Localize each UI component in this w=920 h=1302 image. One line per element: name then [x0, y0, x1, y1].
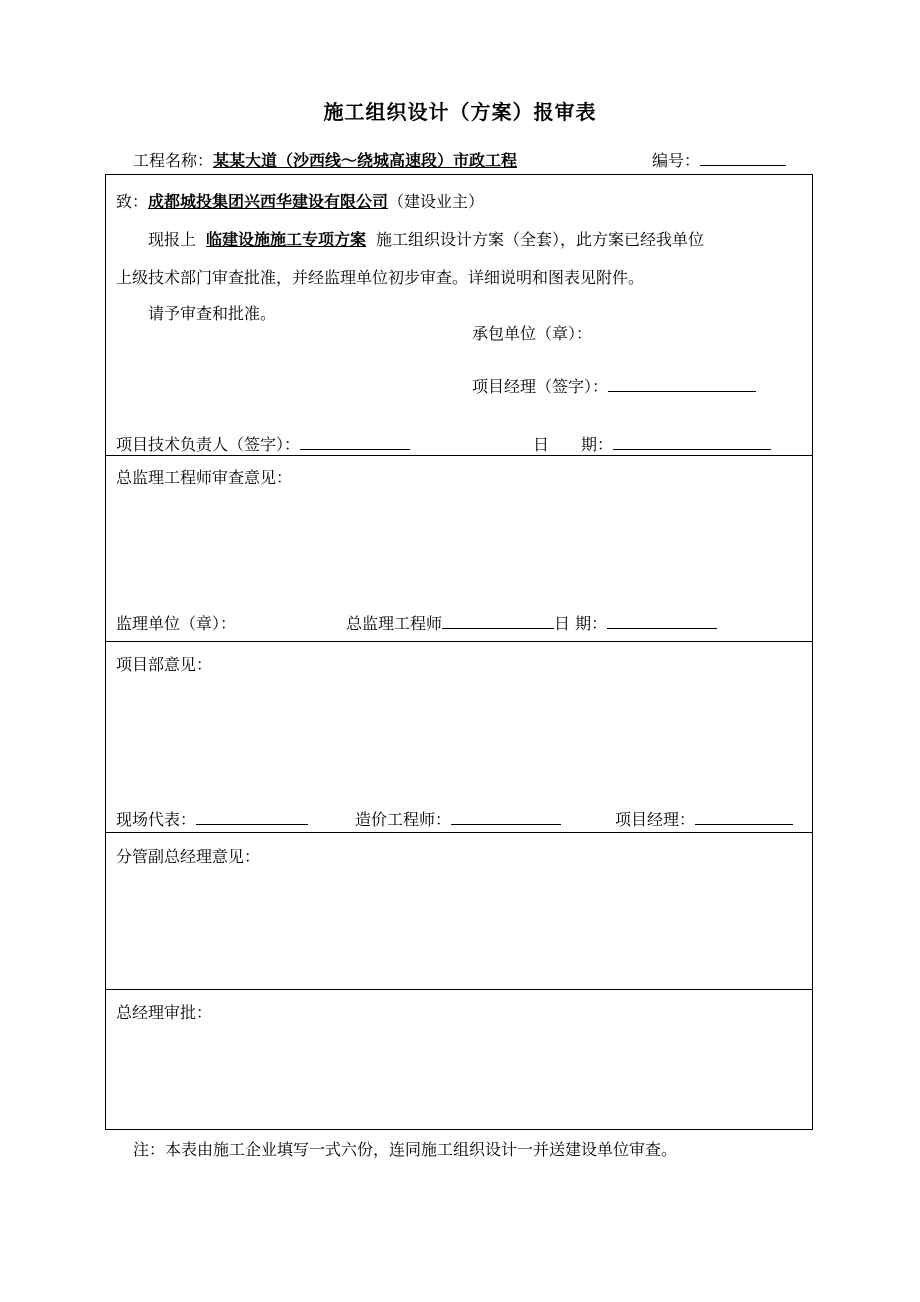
project-manager-label: 项目经理：: [615, 810, 696, 829]
row-divider-4: [106, 989, 812, 990]
chief-supervisor-heading: 总监理工程师审查意见：: [116, 468, 293, 487]
project-label: 工程名称：: [133, 151, 214, 170]
project-manager-field[interactable]: [695, 809, 793, 825]
to-label: 致：: [116, 192, 149, 211]
row-divider-1: [106, 455, 812, 456]
site-rep-label: 现场代表：: [116, 810, 197, 829]
cost-engineer-label: 造价工程师：: [355, 810, 452, 829]
project-name-row: [133, 148, 517, 171]
tech-label: 项目技术负责人（签字）：: [116, 435, 301, 454]
site-rep-field[interactable]: [196, 809, 308, 825]
to-role: （建设业主）: [388, 192, 485, 211]
date-field-1[interactable]: [613, 434, 771, 450]
date-row-1: [533, 432, 771, 455]
chief-engineer-row: [346, 611, 717, 634]
chief-engineer-field[interactable]: [442, 613, 554, 629]
manager-signature-field[interactable]: [608, 376, 756, 392]
gm-approval-heading: 总经理审批：: [116, 1003, 213, 1022]
date-label-2: 日 期：: [554, 614, 608, 633]
number-row: [652, 148, 786, 171]
tech-signature-field[interactable]: [300, 434, 410, 450]
submit-line-3: 请予审查和批准。: [148, 304, 277, 323]
cost-engineer-field[interactable]: [451, 809, 561, 825]
contractor-label: 承包单位（章）：: [472, 324, 593, 343]
page-title: 施工组织设计（方案）报审表: [323, 100, 597, 124]
submit-prefix: 现报上: [148, 230, 197, 249]
number-label: 编号：: [652, 151, 701, 170]
submit-suffix: 施工组织设计方案（全套），此方案已经我单位: [376, 230, 705, 249]
row-divider-3: [106, 832, 812, 833]
plan-name: 临建设施施工专项方案: [206, 230, 367, 249]
tech-sign-row: [116, 432, 410, 455]
deputy-gm-heading: 分管副总经理意见：: [116, 847, 261, 866]
submit-line-1: [148, 227, 704, 250]
chief-engineer-label: 总监理工程师: [346, 614, 443, 633]
addressee-row: [116, 189, 484, 212]
submit-line-2: 上级技术部门审查批准，并经监理单位初步审查。详细说明和图表见附件。: [116, 268, 645, 287]
date-label-1: 日 期：: [533, 435, 614, 454]
supervision-unit-label: 监理单位（章）：: [116, 614, 237, 633]
cost-engineer-row: [355, 807, 561, 830]
project-dept-heading: 项目部意见：: [116, 655, 213, 674]
date-field-2[interactable]: [607, 613, 717, 629]
row-divider-2: [106, 641, 812, 642]
project-manager-row: [615, 807, 793, 830]
number-field[interactable]: [700, 150, 786, 166]
manager-label: 项目经理（签字）：: [472, 377, 609, 396]
manager-sign-row: [472, 374, 756, 397]
site-rep-row: [116, 807, 308, 830]
project-name: 某某大道（沙西线～绕城高速段）市政工程: [213, 151, 518, 170]
to-company: 成都城投集团兴西华建设有限公司: [148, 192, 389, 211]
footer-note: 注：本表由施工企业填写一式六份，连同施工组织设计一并送建设单位审查。: [133, 1140, 678, 1159]
